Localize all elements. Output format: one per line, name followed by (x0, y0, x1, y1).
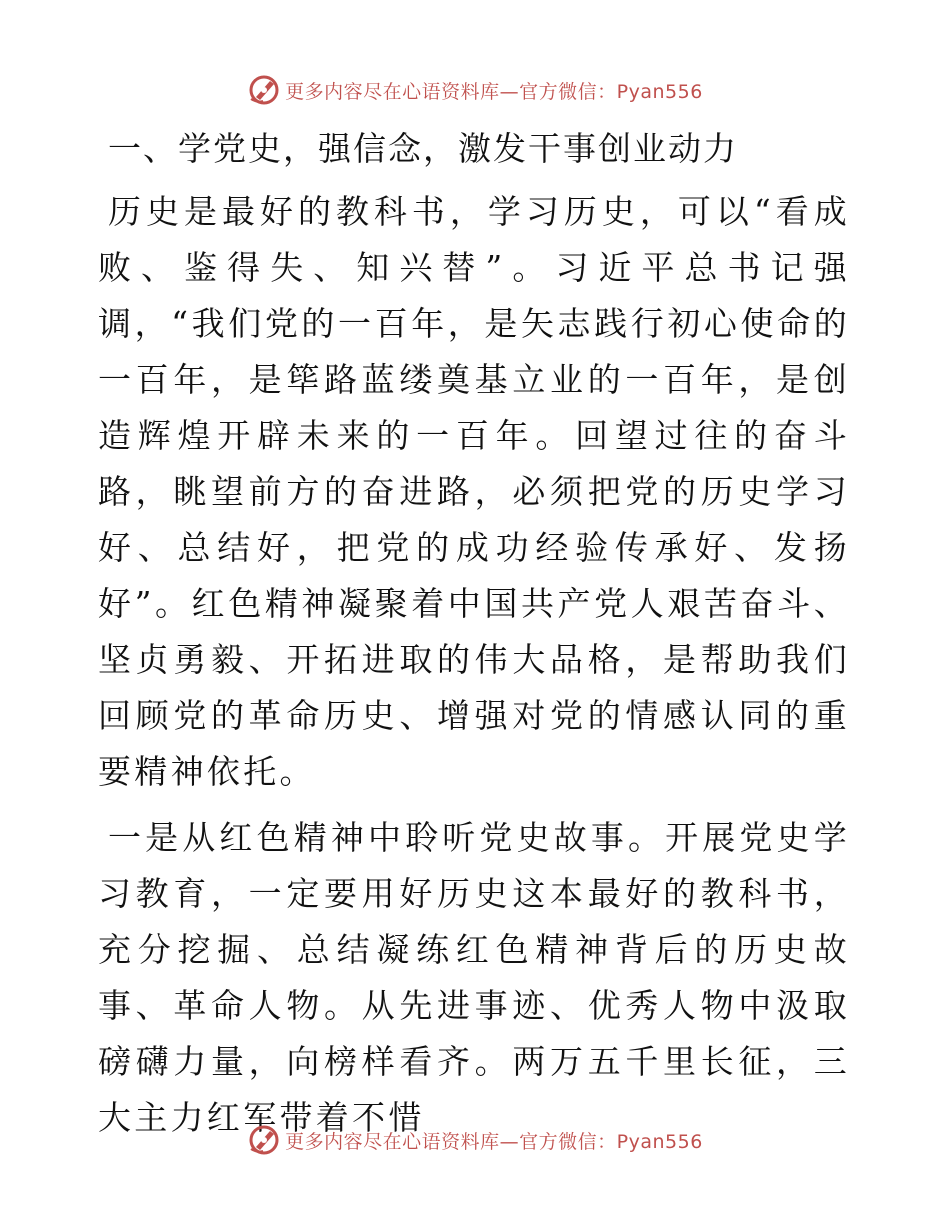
paragraph: 一是从红色精神中聆听党史故事。开展党史学习教育，一定要用好历史这本最好的教科书，充分挖掘、总结凝练红色精神背后的历史故事、革命人物。从先进事迹、优秀人物中汲取磅礴力量，向榜样看齐。两万五千里长征，三大主力红军带着不惜 (98, 818, 850, 1137)
header-watermark (0, 70, 950, 110)
section-heading: 一、学党史，强信念，激发干事创业动力 (108, 129, 738, 168)
watermark-text: 更多内容尽在心语资料库—官方微信：Pyan556 (285, 80, 703, 103)
pen-circle-logo-icon (247, 1123, 281, 1157)
document-body (98, 124, 850, 1156)
watermark-text: 更多内容尽在心语资料库—官方微信：Pyan556 (285, 1130, 703, 1153)
footer-watermark (0, 1120, 950, 1160)
paragraph: 历史是最好的教科书，学习历史，可以“看成败、鉴得失、知兴替”。习近平总书记强调，“我们党的一百年，是矢志践行初心使命的一百年，是筚路蓝缕奠基立业的一百年，是创造辉煌开辟未来的一百年。回望过往的奋斗路，眺望前方的奋进路，必须把党的历史学习好、总结好，把党的成功经验传承好、发扬好”。红色精神凝聚着中国共产党人艰苦奋斗、坚贞勇毅、开拓进取的伟大品格，是帮助我们回顾党的革命历史、增强对党的情感认同的重要精神依托。 (98, 192, 850, 791)
pen-circle-logo-icon (247, 73, 281, 107)
